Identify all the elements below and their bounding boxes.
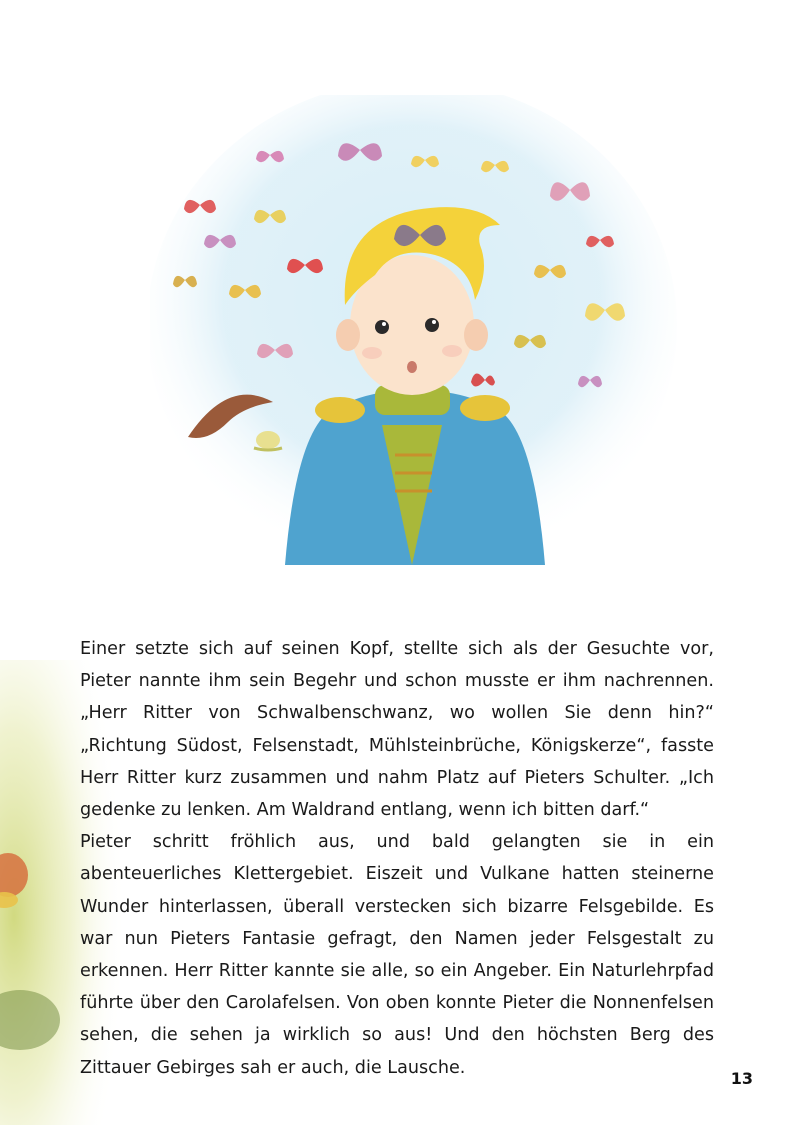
story-text bbox=[80, 633, 714, 1084]
story-paragraph: Einer setzte sich auf seinen Kopf, stellte sich als der Gesuchte vor, Pieter nannte ihm sein Begehr und schon musste er ihm nachrennen. „Herr Ritter von Schwalbenschwanz, wo wollen Sie denn hin?“ „Richtung Südost, Felsenstadt, Mühlsteinbrüche, Königskerze“, fasste Herr Ritter kurz zusammen und nahm Platz auf Pieters Schulter. „Ich gedenke zu lenken. Am Waldrand entlang, wenn ich bitten darf.“ bbox=[80, 639, 714, 821]
story-paragraph: Pieter schritt fröhlich aus, und bald gelangten sie in ein abenteuerliches Klettergebiet. Eiszeit und Vulkane hatten steinerne Wunder hinterlassen, überall verstecken sich bizarre Felsgebilde. Es war nun Pieters Fantasie gefragt, den Namen jeder Felsgestalt zu erkennen. Herr Ritter kannte sie alle, so ein Angeber. Ein Naturlehrpfad führte über den Carolafelsen. Von oben konnte Pieter die Nonnenfelsen sehen, die sehen ja wirklich so aus! Und den höchsten Berg des Zittauer Gebirges sah er auch, die Lausche. bbox=[80, 832, 714, 1078]
page-number: 13 bbox=[730, 1069, 753, 1088]
boy-with-butterflies-illustration bbox=[150, 95, 680, 595]
